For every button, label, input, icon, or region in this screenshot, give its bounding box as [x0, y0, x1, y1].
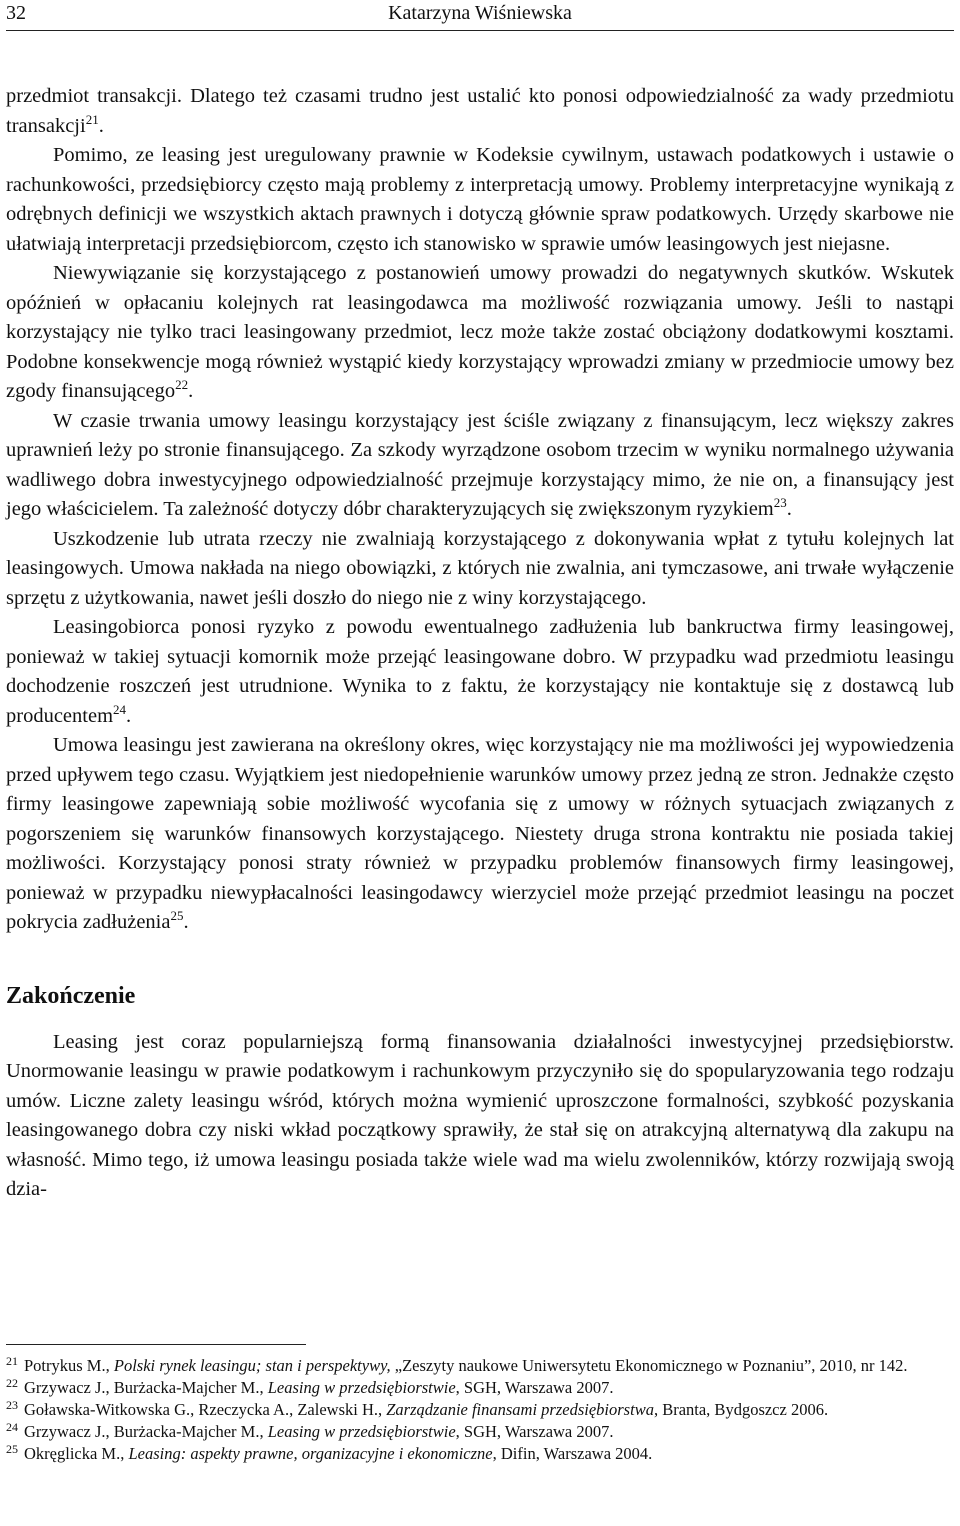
footnote-rest: „Zeszyty naukowe Uniwersytetu Ekonomicznego w Poznaniu”, 2010, nr 142.: [390, 1356, 908, 1375]
running-head: Katarzyna Wiśniewska: [388, 2, 572, 24]
footnote-author: Grzywacz J., Burżacka-Majcher M.,: [24, 1378, 268, 1397]
footnote-title: Polski rynek leasingu; stan i perspektywy,: [113, 1356, 391, 1375]
paragraph-text: .: [786, 498, 792, 520]
paragraph-text: przedmiot transakcji. Dlatego też czasami trudno jest ustalić kto ponosi odpowiedzialność za wady przedmiotu transakcji: [6, 85, 954, 137]
footnote-author: Grzywacz J., Burżacka-Majcher M.,: [24, 1422, 268, 1441]
footnote: 22 Grzywacz J., Burżacka-Majcher M., Leasing w przedsiębiorstwie, SGH, Warszawa 2007.: [6, 1375, 614, 1397]
footnote-ref[interactable]: 21: [85, 111, 99, 127]
footnote: 21 Potrykus M., Polski rynek leasingu; stan i perspektywy, „Zeszyty naukowe Uniwersytetu Ekonomicznego w Poznaniu”, 2010, nr 142.: [6, 1353, 908, 1375]
footnote-ref[interactable]: 24: [113, 701, 127, 717]
footnote-title: Leasing w przedsiębiorstwie: [267, 1378, 456, 1397]
paragraph-text: Pomimo, ze leasing jest uregulowany prawnie w Kodeksie cywilnym, ustawach podatkowych i ustawie o rachunkowości, przedsiębiorcy często mają problemy z interpretacją umowy. Problemy interpretacyjne wynikają z odrębnych definicji we wszystkich aktach prawnych i dotyczą głównie spraw podatkowych. Urzędy skarbowe nie ułatwiają interpretacji przedsiębiorcom, często ich stanowisko w sprawie umów leasingowych jest niejasne.: [6, 144, 954, 255]
paragraph: [6, 613, 954, 731]
paragraph-text: W czasie trwania umowy leasingu korzystający jest ściśle związany z finansującym, lecz większy zakres uprawnień leży po stronie finansującego. Za szkody wyrządzone osobom trzecim w wyniku normalnego używania wadliwego dobra inwestycyjnego odpowiedzialność przejmuje korzystający mimo, że nie on, a finansujący jest jego właścicielem. Ta zależność dotyczy dóbr charakteryzujących się zwiększonym ryzykiem: [6, 409, 954, 520]
footnotes: [6, 1344, 954, 1465]
footnote-divider: [6, 1344, 306, 1345]
paragraph: [6, 525, 954, 614]
footnote-ref[interactable]: 23: [773, 495, 787, 511]
paragraph-text: Uszkodzenie lub utrata rzeczy nie zwalniają korzystającego z dokonywania wpłat z tytułu kolejnych lat leasingowych. Umowa nakłada na niego obowiązki, z których nie zwalnia, ani tymczasowe, ani trwałe wyłączenie sprzętu z użytkowania, nawet jeśli doszło do niego nie z winy korzystającego.: [6, 527, 954, 609]
footnote-ref[interactable]: 25: [170, 908, 184, 924]
footnote-rest: , Branta, Bydgoszcz 2006.: [653, 1400, 829, 1419]
footnote-title: Leasing w przedsiębiorstwie: [267, 1422, 456, 1441]
paragraph: [6, 259, 954, 407]
footnote-rest: , Difin, Warszawa 2004.: [492, 1444, 653, 1463]
footnote-author: Potrykus M.,: [24, 1356, 114, 1375]
paragraph: [6, 407, 954, 525]
footnote-ref[interactable]: 22: [175, 377, 189, 393]
footnote: 25 Okręglicka M., Leasing: aspekty prawne, organizacyjne i ekonomiczne, Difin, Warszawa 2004.: [6, 1441, 653, 1463]
paragraph-text: Niewywiązanie się korzystającego z postanowień umowy prowadzi do negatywnych skutków. Wskutek opóźnień w opłacaniu kolejnych rat leasingodawca ma możliwość rozwiązania umowy. Jeśli to nastąpi korzystający nie tylko traci leasingowany przedmiot, lecz może także zostać obciążony dodatkowymi kosztami. Podobne konsekwencje mogą również wystąpić kiedy korzystający wprowadzi zmiany w przedmiocie umowy bez zgody finansującego: [6, 262, 954, 402]
footnote-title: Leasing: aspekty prawne, organizacyjne i ekonomiczne: [128, 1444, 493, 1463]
paragraph-text: .: [98, 114, 104, 137]
paragraph-text: Leasingobiorca ponosi ryzyko z powodu ewentualnego zadłużenia lub bankructwa firmy leasingowej, ponieważ w takiej sytuacji komornik może przejąć leasingowane dobro. W przypadku wad przedmiotu leasingu dochodzenie roszczeń jest utrudnione. Wynika to z faktu, że korzystający nie kontaktuje się z dostawcą lub producentem: [6, 616, 954, 727]
paragraph: [6, 82, 954, 141]
footnote-author: Goławska-Witkowska G., Rzeczycka A., Zalewski H.,: [24, 1400, 387, 1419]
footnote-rest: , SGH, Warszawa 2007.: [455, 1378, 614, 1397]
body-text: [6, 82, 954, 1205]
paragraph: [6, 1028, 954, 1205]
paragraph-text: .: [126, 704, 132, 727]
footnote-title: Zarządzanie finansami przedsiębiorstwa: [386, 1400, 654, 1419]
footnote: 23 Goławska-Witkowska G., Rzeczycka A., Zalewski H., Zarządzanie finansami przedsiębiorstwa, Branta, Bydgoszcz 2006.: [6, 1397, 829, 1419]
page-number: 32: [6, 2, 26, 24]
page-header: [6, 0, 954, 31]
paragraph-text: .: [183, 911, 189, 933]
paragraph-text: .: [188, 380, 194, 402]
paragraph-text: Leasing jest coraz popularniejszą formą finansowania działalności inwestycyjnej przedsiębiorstw. Unormowanie leasingu w prawie podatkowym i rachunkowym przyczyniło się do spopularyzowania tego rodzaju umów. Liczne zalety leasingu wśród, których można wymienić uproszczone formalności, szybkość pozyskania leasingowanego dobra czy niski wkład początkowy sprawiły, że stał się on atrakcyjną alternatywą dla zakupu na własność. Mimo tego, iż umowa leasingu posiada także wiele wad ma wielu zwolenników, którzy rozwijają swoją dzia-: [6, 1030, 954, 1200]
paragraph: [6, 141, 954, 259]
footnote-rest: , SGH, Warszawa 2007.: [455, 1422, 614, 1441]
footnote-author: Okręglicka M.,: [24, 1444, 129, 1463]
section-heading: Zakończenie: [6, 982, 136, 1009]
paragraph: [6, 731, 954, 938]
footnote: 24 Grzywacz J., Burżacka-Majcher M., Leasing w przedsiębiorstwie, SGH, Warszawa 2007.: [6, 1419, 614, 1441]
paragraph-text: Umowa leasingu jest zawierana na określony okres, więc korzystający nie ma możliwości jej wypowiedzenia przed upływem tego czasu. Wyjątkiem jest niedopełnienie warunków umowy przez jedną ze stron. Jednakże często firmy leasingowe zapewniają sobie możliwość wycofania się z umowy w różnych sytuacjach związanych z pogorszeniem się warunków finansowych korzystającego. Niestety druga strona kontraktu nie posiada takiej możliwości. Korzystający ponosi straty również w przypadku problemów finansowych firmy leasingowej, ponieważ w przypadku niewypłacalności leasingodawcy wierzyciel może przejąć przedmiot leasingu na poczet pokrycia zadłużenia: [6, 734, 954, 933]
